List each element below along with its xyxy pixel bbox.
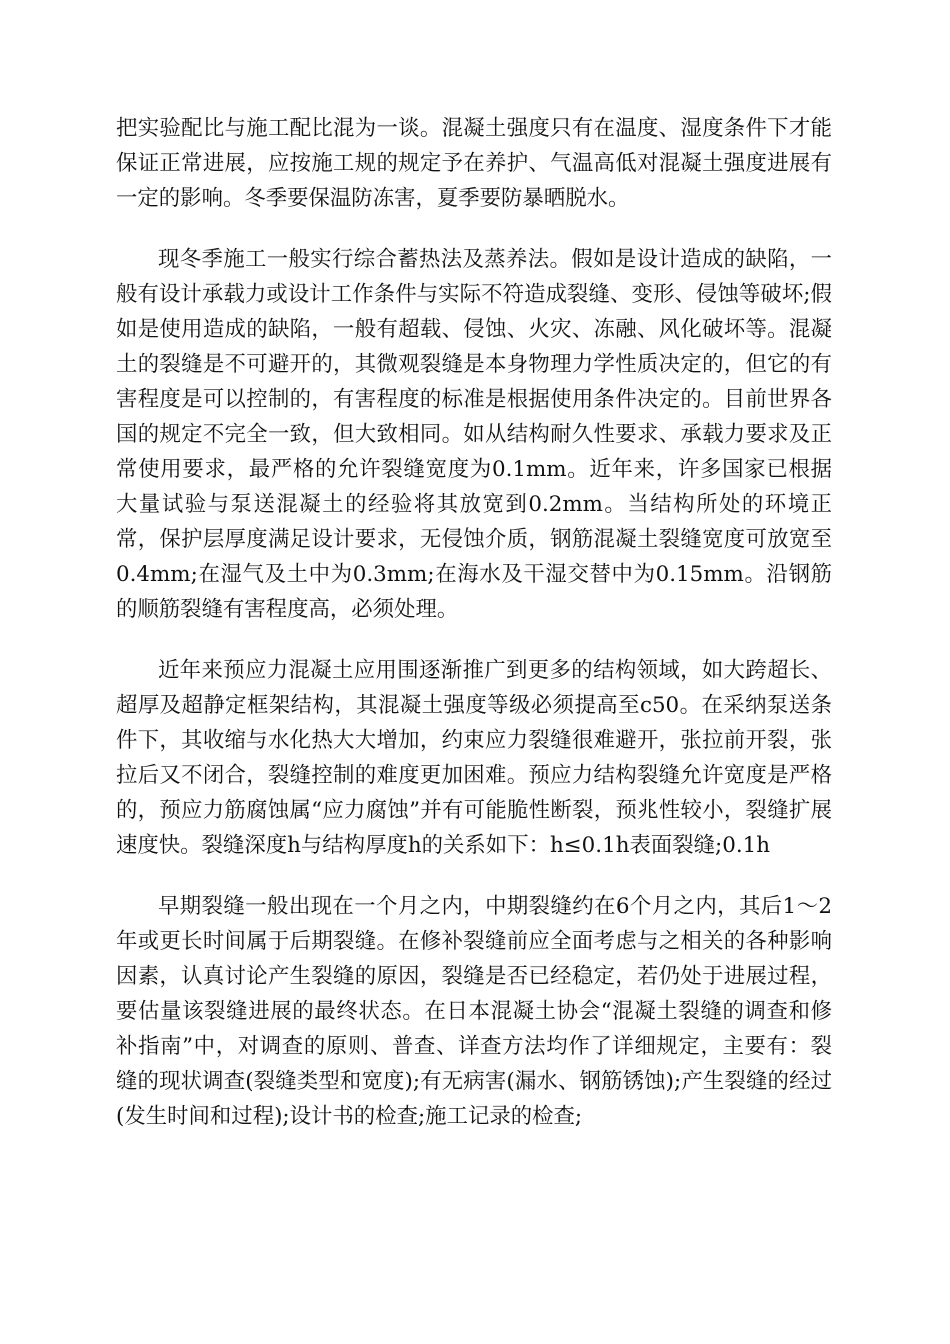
document-body (116, 111, 832, 1160)
paragraph-3: 近年来预应力混凝土应用围逐渐推广到更多的结构领域，如大跨超长、超厚及超静定框架结构，其混凝土强度等级必须提高至c50。在采纳泵送条件下，其收缩与水化热大大增加，约束应力裂缝很难避开，张拉前开裂，张拉后又不闭合，裂缝控制的难度更加困难。预应力结构裂缝允许宽度是严格的，预应力筋腐蚀属“应力腐蚀”并有可能脆性断裂，预兆性较小，裂缝扩展速度快。裂缝深度h与结构厚度h的关系如下：h≤0.1h表面裂缝;0.1h (116, 658, 832, 858)
paragraph-4: 早期裂缝一般出现在一个月之内，中期裂缝约在6个月之内，其后1～2年或更长时间属于后期裂缝。在修补裂缝前应全面考虑与之相关的各种影响因素，认真讨论产生裂缝的原因，裂缝是否已经稳定，若仍处于进展过程，要估量该裂缝进展的最终状态。在日本混凝土协会“混凝土裂缝的调查和修补指南”中，对调查的原则、普查、详查方法均作了详细规定，主要有：裂缝的现状调查(裂缝类型和宽度);有无病害(漏水、钢筋锈蚀);产生裂缝的经过(发生时间和过程);设计书的检查;施工记录的检查; (116, 894, 832, 1129)
paragraph-2: 现冬季施工一般实行综合蓄热法及蒸养法。假如是设计造成的缺陷，一般有设计承载力或设计工作条件与实际不符造成裂缝、变形、侵蚀等破坏;假如是使用造成的缺陷，一般有超载、侵蚀、火灾、冻融、风化破坏等。混凝土的裂缝是不可避开的，其微观裂缝是本身物理力学性质决定的，但它的有害程度是可以控制的，有害程度的标准是根据使用条件决定的。目前世界各国的规定不完全一致，但大致相同。如从结构耐久性要求、承载力要求及正常使用要求，最严格的允许裂缝宽度为0.1mm。近年来，许多国家已根据大量试验与泵送混凝土的经验将其放宽到0.2mm。当结构所处的环境正常，保护层厚度满足设计要求，无侵蚀介质，钢筋混凝土裂缝宽度可放宽至0.4mm;在湿气及土中为0.3mm;在海水及干湿交替中为0.15mm。沿钢筋的顺筋裂缝有害程度高，必须处理。 (116, 247, 832, 622)
paragraph-1: 把实验配比与施工配比混为一谈。混凝土强度只有在温度、湿度条件下才能保证正常进展，应按施工规的规定予在养护、气温高低对混凝土强度进展有一定的影响。冬季要保温防冻害，夏季要防暴晒脱水。 (116, 116, 832, 211)
